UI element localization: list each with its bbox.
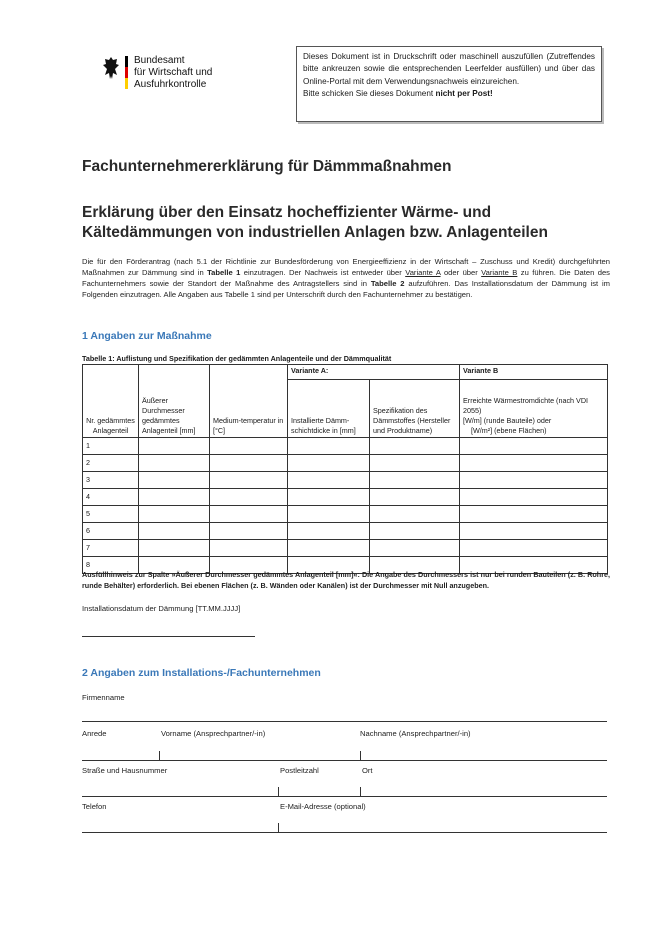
- spec-cell[interactable]: [370, 540, 460, 557]
- header-heatflux: [460, 380, 608, 438]
- logo-text: [134, 55, 212, 91]
- temperature-cell[interactable]: [210, 506, 288, 523]
- row-number: 2: [83, 455, 139, 472]
- row-number: 4: [83, 489, 139, 506]
- no-post-prefix: Bitte schicken Sie dieses Dokument: [303, 88, 436, 98]
- intro-ref-table-1: Tabelle 1: [207, 268, 241, 277]
- intro-text-1: Die für den Förderantrag (nach 5.1 der Richtlinie zur Bundesförderung von Energieeffizienz in der Wirtschaft – Zuschuss und Kredit) durchgeführten Maßnahmen zur Dämmung sind in: [82, 257, 610, 277]
- header-diameter: [139, 365, 210, 438]
- section-1-heading: 1 Angaben zur Maßnahme: [82, 330, 212, 342]
- logo-line-2: für Wirtschaft und: [134, 67, 213, 78]
- no-post-emphasis: nicht per Post!: [435, 88, 493, 98]
- header-temperature: [210, 365, 288, 438]
- field-divider: [278, 823, 279, 832]
- logo-line-1: Bundesamt: [134, 55, 185, 66]
- header-heatflux-line-2: [W/m] (runde Bauteile) oder: [463, 416, 552, 425]
- heatflux-cell[interactable]: [460, 455, 608, 472]
- field-divider: [159, 751, 160, 760]
- variant-b-header: Variante B: [460, 365, 608, 380]
- diameter-cell[interactable]: [139, 523, 210, 540]
- last-name-label: Nachname (Ansprechpartner/-in): [360, 729, 471, 738]
- header-spec: [370, 380, 460, 438]
- table-row: [83, 523, 608, 540]
- heatflux-cell[interactable]: [460, 540, 608, 557]
- temperature-cell[interactable]: [210, 455, 288, 472]
- heatflux-cell[interactable]: [460, 472, 608, 489]
- intro-ref-table-2: Tabelle 2: [370, 279, 405, 288]
- temperature-cell[interactable]: [210, 472, 288, 489]
- intro-text-4: zu führen. Die Daten des Fachunternehmers sowie der Standort der Maßnahme des Antragstellers sind in: [82, 268, 610, 288]
- company-name-field[interactable]: [82, 721, 607, 722]
- installation-date-label: Installationsdatum der Dämmung [TT.MM.JJJJ]: [82, 604, 241, 613]
- header-thickness-label: Installierte Dämm-schichtdicke in [mm]: [291, 416, 356, 435]
- variant-a-header: Variante A:: [288, 365, 460, 380]
- section-2-heading: 2 Angaben zum Installations-/Fachunternehmen: [82, 667, 321, 679]
- header-spec-label: Spezifikation des Dämmstoffes (Hersteller und Produktname): [373, 406, 451, 435]
- table-row: [83, 506, 608, 523]
- row-number: 6: [83, 523, 139, 540]
- table-row: [83, 438, 608, 455]
- diameter-cell[interactable]: [139, 506, 210, 523]
- table-row: [83, 455, 608, 472]
- thickness-cell[interactable]: [288, 472, 370, 489]
- diameter-cell[interactable]: [139, 489, 210, 506]
- page-subtitle: Erklärung über den Einsatz hocheffizienter Wärme- und Kältedämmungen von industriellen Anlagen bzw. Anlagenteilen: [82, 204, 548, 241]
- spec-cell[interactable]: [370, 506, 460, 523]
- row-number: 5: [83, 506, 139, 523]
- intro-ref-variant-b: Variante B: [481, 268, 518, 277]
- temperature-cell[interactable]: [210, 523, 288, 540]
- header-temperature-label: Medium-temperatur in [°C]: [213, 416, 284, 435]
- diameter-cell[interactable]: [139, 438, 210, 455]
- email-label: E-Mail-Adresse (optional): [280, 802, 366, 811]
- table-row: [83, 489, 608, 506]
- spec-cell[interactable]: [370, 438, 460, 455]
- heatflux-cell[interactable]: [460, 438, 608, 455]
- intro-text-2: einzutragen. Der Nachweis ist entweder über: [240, 268, 406, 277]
- table-row: [83, 540, 608, 557]
- installation-date-field[interactable]: [82, 636, 255, 637]
- table-row: [83, 472, 608, 489]
- temperature-cell[interactable]: [210, 438, 288, 455]
- page-title: Fachunternehmererklärung für Dämmmaßnahmen: [82, 158, 452, 175]
- spec-cell[interactable]: [370, 472, 460, 489]
- phone-label: Telefon: [82, 802, 107, 811]
- intro-ref-variant-a: Variante A: [405, 268, 441, 277]
- instruction-box: [296, 46, 602, 122]
- intro-text-5: aufzuführen. Das Installationsdatum der Dämmung ist im Folgenden einzutragen. Alle Angaben aus Tabelle 1 sind per Unterschrift durch den Fachunternehmer zu bestätigen.: [82, 279, 611, 299]
- address-row-line[interactable]: [82, 796, 607, 797]
- field-divider: [360, 787, 361, 796]
- spec-cell[interactable]: [370, 489, 460, 506]
- salutation-label: Anrede: [82, 729, 107, 738]
- row-number: 3: [83, 472, 139, 489]
- instruction-text: Dieses Dokument ist in Druckschrift oder maschinell auszufüllen (Zutreffendes bitte ankreuzen sowie die entsprechenden Leerfelder ausfüllen) und über das Online-Portal mit dem Verwendungsnachweis einzureichen.: [303, 52, 595, 86]
- temperature-cell[interactable]: [210, 489, 288, 506]
- bafa-logo: [92, 52, 232, 98]
- temperature-cell[interactable]: [210, 540, 288, 557]
- row-number: 8: [83, 557, 139, 574]
- table-1-caption: Tabelle 1: Auflistung und Spezifikation der gedämmten Anlagenteile und der Dämmqualität: [82, 354, 392, 363]
- thickness-cell[interactable]: [288, 523, 370, 540]
- measures-table: [82, 364, 608, 574]
- thickness-cell[interactable]: [288, 540, 370, 557]
- city-label: Ort: [362, 766, 373, 775]
- header-nr: [83, 365, 139, 438]
- field-divider: [278, 787, 279, 796]
- heatflux-cell[interactable]: [460, 489, 608, 506]
- header-nr-label: Nr. gedämmtes Anlagenteil: [86, 416, 135, 435]
- fill-in-note: Ausfüllhinweis zur Spalte »Äußerer Durchmesser gedämmtes Anlagenteil [mm]«: Die Angabe des Durchmessers ist nur bei runden Bauteilen (z. B. Rohre, runde Behälter) erforderlich. Bei ebenen Flächen (z. B. Wänden oder Kanälen) ist der Durchmesser mit Null anzugeben.: [82, 570, 610, 590]
- thickness-cell[interactable]: [288, 455, 370, 472]
- federal-eagle-icon: [102, 56, 120, 80]
- thickness-cell[interactable]: [288, 438, 370, 455]
- first-name-label: Vorname (Ansprechpartner/-in): [161, 729, 266, 738]
- intro-paragraph: [82, 256, 610, 300]
- header-heatflux-line-1: Erreichte Wärmestromdichte (nach VDI 2055): [463, 396, 589, 415]
- spec-cell[interactable]: [370, 455, 460, 472]
- contact-row-line[interactable]: [82, 760, 607, 761]
- diameter-cell[interactable]: [139, 472, 210, 489]
- diameter-cell[interactable]: [139, 540, 210, 557]
- row-number: 1: [83, 438, 139, 455]
- thickness-cell[interactable]: [288, 489, 370, 506]
- row-number: 7: [83, 540, 139, 557]
- company-name-label: Firmenname: [82, 693, 125, 702]
- german-flag-stripe: [125, 56, 128, 89]
- postal-code-label: Postleitzahl: [280, 766, 319, 775]
- header-diameter-label: Äußerer Durchmesser gedämmtes Anlagenteil [mm]: [142, 396, 196, 435]
- heatflux-cell[interactable]: [460, 506, 608, 523]
- header-heatflux-line-3: [W/m²] (ebene Flächen): [471, 426, 547, 435]
- street-label: Straße und Hausnummer: [82, 766, 168, 775]
- field-divider: [360, 751, 361, 760]
- header-thickness: [288, 380, 370, 438]
- logo-line-3: Ausfuhrkontrolle: [134, 79, 207, 90]
- thickness-cell[interactable]: [288, 506, 370, 523]
- intro-text-3: oder über: [440, 268, 482, 277]
- spec-cell[interactable]: [370, 523, 460, 540]
- diameter-cell[interactable]: [139, 455, 210, 472]
- heatflux-cell[interactable]: [460, 523, 608, 540]
- phone-email-row-line[interactable]: [82, 832, 607, 833]
